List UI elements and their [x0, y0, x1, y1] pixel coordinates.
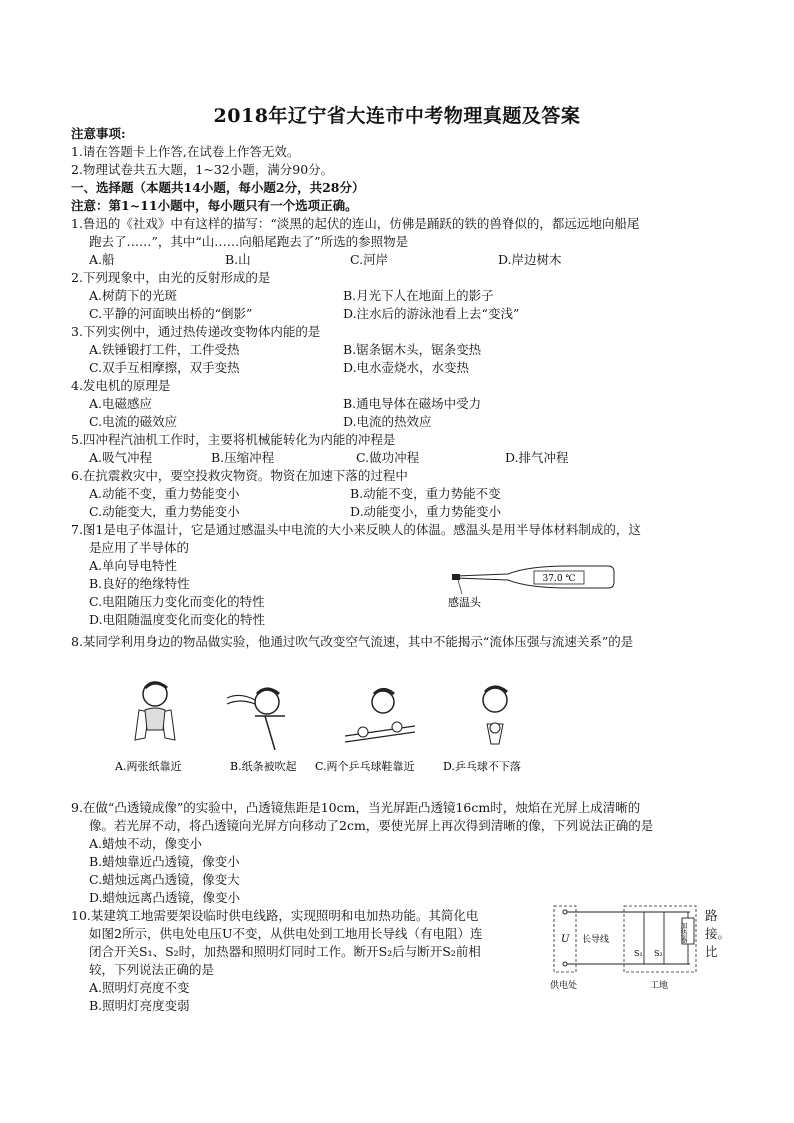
option: A.树荫下的光斑: [89, 288, 178, 303]
option: C.动能变大，重力势能变小: [89, 504, 240, 519]
option: A.动能不变，重力势能变小: [89, 486, 240, 501]
pointer-line: [458, 580, 462, 594]
figure-d-ball-not-falling: [443, 687, 521, 773]
option: B.月光下人在地面上的影子: [343, 288, 494, 303]
option: C.做功冲程: [356, 450, 420, 465]
switch-s1-label: S₁: [634, 949, 643, 958]
option: B.蜡烛靠近凸透镜，像变小: [89, 854, 240, 869]
option: B.动能不变，重力势能不变: [350, 486, 501, 501]
thermometer-figure: [448, 562, 618, 612]
question-9-stem: 9.在做“凸透镜成像”的实验中，凸透镜焦距是10cm，当光屏距凸透镜16cm时，烛焰在光屏上成清晰的: [71, 800, 641, 815]
option: B.压缩冲程: [211, 450, 275, 465]
circuit-figure: [548, 900, 700, 992]
option: C.电流的磁效应: [89, 414, 178, 429]
option: D.岸边树木: [498, 252, 562, 267]
option: C.电阻随压力变化而变化的特性: [89, 594, 265, 609]
supply-caption: 供电处: [550, 981, 578, 991]
question-10-stem: 10.某建筑工地需要架设临时供电线路，实现照明和电加热功能。其简化电: [71, 908, 479, 923]
question-6-stem: 6.在抗震救灾中，要空投救灾物资。物资在加速下落的过程中: [71, 468, 408, 483]
question-1-stem: 1.鲁迅的《社戏》中有这样的描写：“淡黑的起伏的连山，仿佛是踊跃的铁的兽脊似的，都远远地向船尾: [71, 216, 640, 231]
option: B.锯条锯木头，锯条变热: [343, 342, 482, 357]
question-9-stem: 像。若光屏不动，将凸透镜向光屏方向移动了2cm，要使光屏上再次得到清晰的像，下列说法正确的是: [89, 818, 654, 833]
svg-text:D.乒乓球不下落: D.乒乓球不下落: [443, 760, 521, 773]
option: B.良好的绝缘特性: [89, 576, 190, 591]
option: D.动能变小，重力势能变小: [350, 504, 502, 519]
question-10-tail: 比: [705, 944, 718, 959]
notice-item: 2.物理试卷共五大题，1~32小题，满分90分。: [71, 162, 334, 177]
question-10-stem: 较，下列说法正确的是: [89, 962, 215, 977]
option: D.电流的热效应: [343, 414, 432, 429]
question-3-stem: 3.下列实例中，通过热传递改变物体内能的是: [71, 324, 321, 339]
figure-b-paper-strip: [227, 689, 297, 773]
option: C.双手互相摩擦，双手变热: [89, 360, 240, 375]
question-8-stem: 8.某同学利用身边的物品做实验，他通过吹气改变空气流速，其中不能揭示“流体压强与流速关系”的是: [71, 634, 634, 649]
wire-label: 长导线: [582, 935, 610, 945]
svg-text:B.纸条被吹起: B.纸条被吹起: [230, 760, 297, 773]
heater-label: 加热器: [680, 922, 688, 943]
option: A.电磁感应: [89, 396, 153, 411]
svg-text:C.两个乒乓球鞋靠近: C.两个乒乓球鞋靠近: [315, 760, 415, 773]
option: C.平静的河面映出桥的“倒影”: [89, 306, 253, 321]
section-heading: 一、选择题（本题共14小题，每小题2分，共28分）: [71, 180, 365, 195]
site-caption: 工地: [650, 981, 669, 991]
option: D.电水壶烧水，水变热: [343, 360, 470, 375]
option: B.通电导体在磁场中受力: [343, 396, 482, 411]
question-7-stem: 是应用了半导体的: [89, 540, 190, 555]
figure-a-two-papers: [115, 682, 181, 773]
option: A.船: [89, 252, 115, 267]
option: C.蜡烛远离凸透镜，像变大: [89, 872, 240, 887]
page-title: 2018年辽宁省大连市中考物理真题及答案: [213, 105, 581, 127]
figure-c-ping-pong-balls: [315, 690, 415, 774]
voltage-label: U: [561, 934, 570, 945]
option: D.排气冲程: [505, 450, 569, 465]
notice-heading: 注意事项:: [71, 126, 126, 141]
option: A.吸气冲程: [89, 450, 153, 465]
svg-text:A.两张纸靠近: A.两张纸靠近: [115, 760, 182, 773]
option: D.蜡烛远离凸透镜，像变小: [89, 890, 241, 905]
question-2-stem: 2.下列现象中，由光的反射形成的是: [71, 270, 271, 285]
option: C.河岸: [350, 252, 389, 267]
display-reading: 37.0 ℃: [542, 574, 576, 584]
question-10-stem: 如图2所示，供电处电压U不变，从供电处到工地用长导线（有电阻）连: [89, 926, 483, 941]
question-10-stem: 闭合开关S₁、S₂时，加热器和照明灯同时工作。断开S₂后与断开S₂前相: [89, 944, 481, 959]
notice-item: 1.请在答题卡上作答,在试卷上作答无效。: [71, 144, 300, 159]
question-10-tail: 路: [705, 908, 718, 923]
question-10-tail: 接。: [705, 926, 731, 941]
option: D.注水后的游泳池看上去“变浅”: [343, 306, 520, 321]
question-1-stem: 跑去了……”，其中“山……向船尾跑去了”所选的参照物是: [89, 234, 409, 249]
option: B.照明灯亮度变弱: [89, 998, 190, 1013]
question-4-stem: 4.发电机的原理是: [71, 378, 171, 393]
option: B.山: [225, 252, 251, 267]
question-5-stem: 5.四冲程汽油机工作时，主要将机械能转化为内能的冲程是: [71, 432, 396, 447]
section-note: 注意：第1~11小题中，每小题只有一个选项正确。: [71, 198, 358, 213]
sensor-tip: [452, 574, 460, 580]
option: A.蜡烛不动，像变小: [89, 836, 203, 851]
switch-s2-label: S₂: [654, 949, 663, 958]
sensor-caption: 感温头: [448, 596, 481, 609]
option: A.照明灯亮度不变: [89, 980, 190, 995]
question-7-stem: 7.图1是电子体温计，它是通过感温头中电流的大小来反映人的体温。感温头是用半导体材料制成的，这: [71, 522, 641, 537]
experiment-figures: [115, 680, 545, 780]
option: A.铁锤锻打工件，工件受热: [89, 342, 240, 357]
option: A.单向导电特性: [89, 558, 178, 573]
option: D.电阻随温度变化而变化的特性: [89, 612, 266, 627]
